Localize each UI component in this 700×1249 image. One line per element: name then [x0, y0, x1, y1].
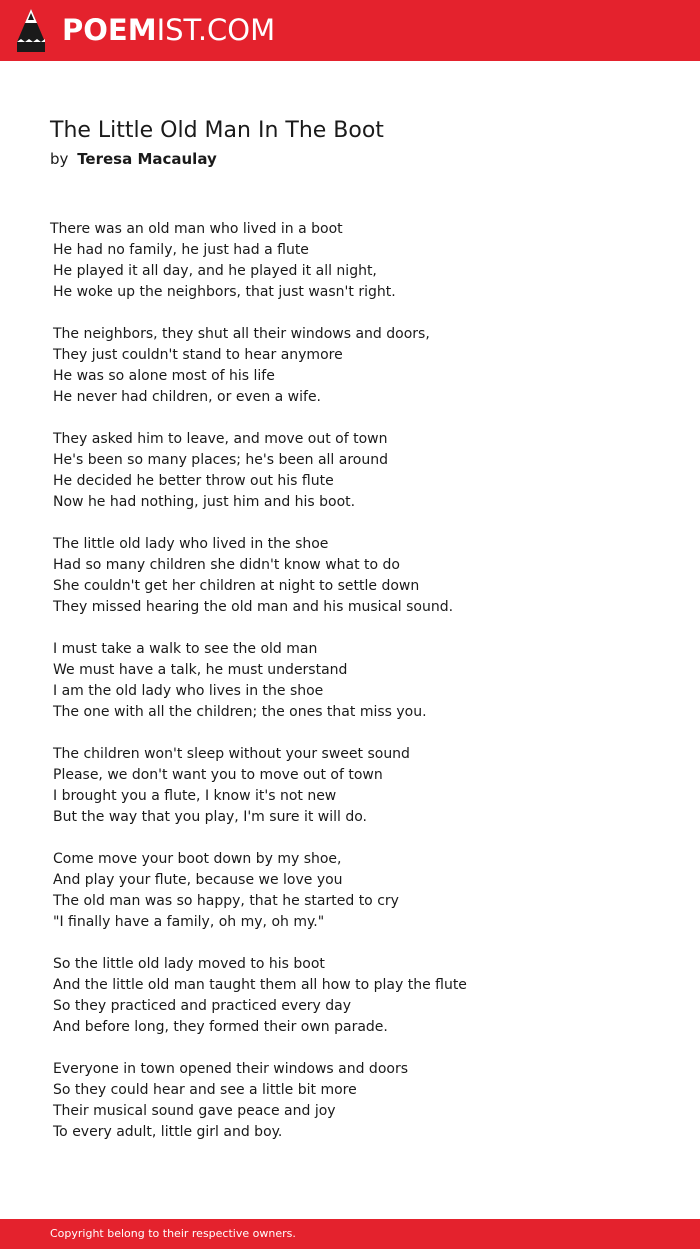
- poem-line: I must take a walk to see the old man: [53, 641, 318, 657]
- poem-line: So they could hear and see a little bit more: [53, 1082, 357, 1098]
- stanza: [50, 219, 670, 303]
- stanza: [50, 1059, 670, 1143]
- stanza: [50, 849, 670, 933]
- poem-line: He never had children, or even a wife.: [53, 389, 322, 405]
- poem-line: "I finally have a family, oh my, oh my.": [53, 914, 325, 930]
- stanza: [50, 534, 670, 618]
- poem-line: Come move your boot down by my shoe,: [53, 851, 342, 867]
- author-name: Teresa Macaulay: [77, 150, 217, 168]
- poem-line: Had so many children she didn't know what to do: [53, 557, 400, 573]
- stanza: [50, 954, 670, 1038]
- poem-line: He was so alone most of his life: [53, 368, 275, 384]
- poem-line: There was an old man who lived in a boot: [50, 221, 343, 237]
- poem-line: He woke up the neighbors, that just wasn't right.: [53, 284, 396, 300]
- poem-line: They just couldn't stand to hear anymore: [53, 347, 343, 363]
- site-logo[interactable]: [62, 12, 275, 48]
- poem-line: They asked him to leave, and move out of town: [53, 431, 388, 447]
- poem-line: He decided he better throw out his flute: [53, 473, 334, 489]
- poem-line: Their musical sound gave peace and joy: [53, 1103, 336, 1119]
- poem-line: So the little old lady moved to his boot: [53, 956, 325, 972]
- stanza: [50, 639, 670, 723]
- poem-line: They missed hearing the old man and his musical sound.: [53, 599, 454, 615]
- poem-line: He had no family, he just had a flute: [53, 242, 309, 258]
- copyright-notice: Copyright belong to their respective owners.: [50, 1227, 296, 1240]
- byline: [50, 148, 217, 170]
- site-footer: [0, 1219, 700, 1249]
- stanza: [50, 324, 670, 408]
- poem-line: She couldn't get her children at night to settle down: [53, 578, 420, 594]
- poem-line: Please, we don't want you to move out of town: [53, 767, 383, 783]
- poem-line: But the way that you play, I'm sure it will do.: [53, 809, 368, 825]
- poem-line: The children won't sleep without your sweet sound: [53, 746, 410, 762]
- poem-line: And before long, they formed their own parade.: [53, 1019, 388, 1035]
- brand-light-text: IST.COM: [156, 13, 276, 47]
- poem-line: I brought you a flute, I know it's not new: [53, 788, 337, 804]
- stanza: [50, 429, 670, 513]
- poem-line: He's been so many places; he's been all around: [53, 452, 388, 468]
- poem-line: The old man was so happy, that he started to cry: [53, 893, 399, 909]
- poem-line: The little old lady who lived in the shoe: [53, 536, 329, 552]
- by-label: by: [50, 150, 69, 168]
- poem-line: The neighbors, they shut all their windows and doors,: [53, 326, 430, 342]
- poem-line: Everyone in town opened their windows and doors: [53, 1061, 409, 1077]
- poem-body: [50, 219, 670, 1164]
- stanza: [50, 744, 670, 828]
- poem-line: I am the old lady who lives in the shoe: [53, 683, 324, 699]
- brand-bold-text: POEM: [62, 13, 157, 47]
- poem-line: Now he had nothing, just him and his boot.: [53, 494, 356, 510]
- poem-line: We must have a talk, he must understand: [53, 662, 348, 678]
- poem-line: And the little old man taught them all how to play the flute: [53, 977, 467, 993]
- poem-line: So they practiced and practiced every day: [53, 998, 352, 1014]
- poem-line: He played it all day, and he played it all night,: [53, 263, 377, 279]
- poem-line: And play your flute, because we love you: [53, 872, 343, 888]
- pencil-tip-icon[interactable]: [17, 9, 45, 52]
- poem-line: The one with all the children; the ones that miss you.: [53, 704, 427, 720]
- site-header: [0, 0, 700, 61]
- poem-line: To every adult, little girl and boy.: [53, 1124, 283, 1140]
- poem-title: The Little Old Man In The Boot: [50, 118, 384, 143]
